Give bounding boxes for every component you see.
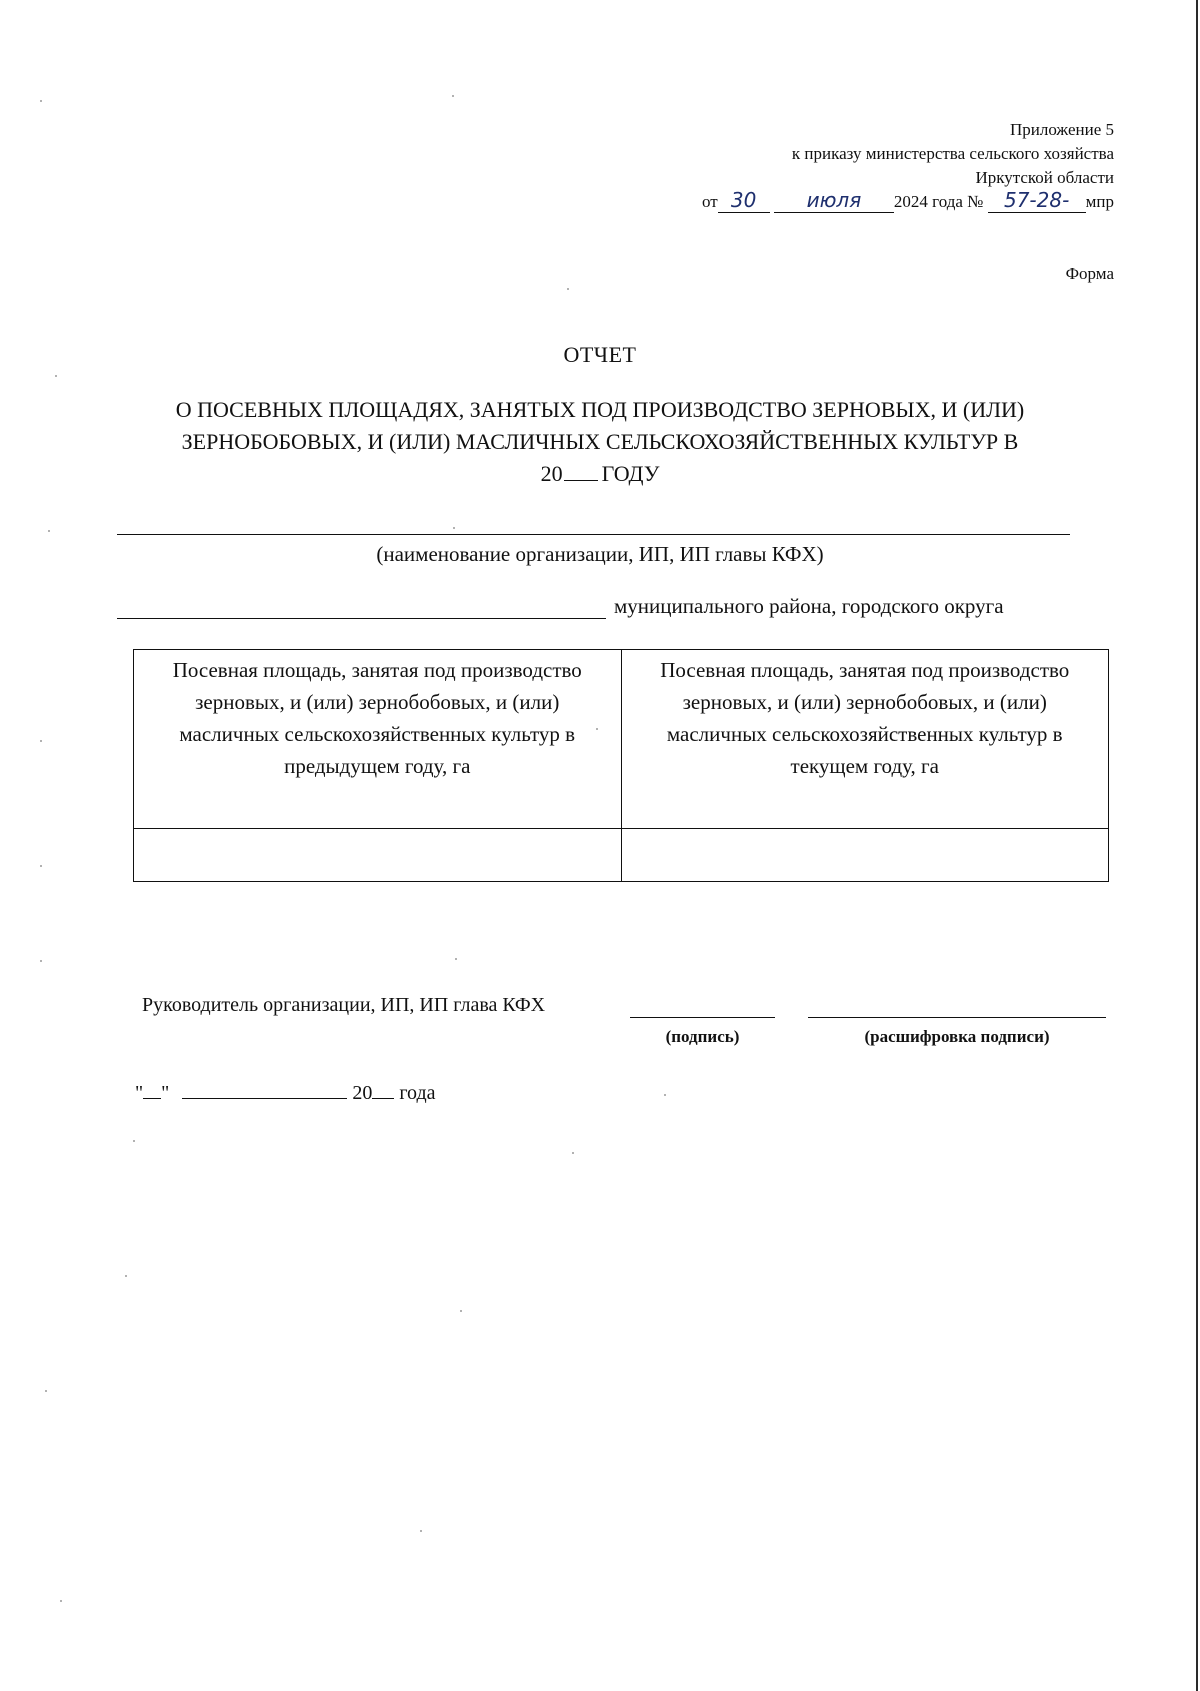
order-day-field — [718, 190, 770, 213]
order-date-prefix: от — [701, 192, 718, 211]
organization-name-caption: (наименование организации, ИП, ИП главы КФХ) — [376, 542, 824, 566]
signature-field[interactable] — [630, 1017, 775, 1018]
cell-previous-year-value[interactable] — [134, 829, 622, 882]
date-quote-close: " — [161, 1082, 170, 1104]
appendix-order-reference: к приказу министерства сельского хозяйства — [791, 144, 1114, 163]
header-current-year: Посевная площадь, занятая под производство зерновых, и (или) зернобобовых, и (или) масличных сельскохозяйственных культур в текущем году, га — [621, 650, 1109, 829]
district-row — [117, 592, 1070, 622]
organization-name-field[interactable] — [117, 534, 1070, 535]
date-year-word: года — [399, 1082, 436, 1104]
report-subtitle-line-2: ЗЕРНОБОБОВЫХ, И (ИЛИ) МАСЛИЧНЫХ СЕЛЬСКОХОЗЯЙСТВЕННЫХ КУЛЬТУР В — [181, 429, 1019, 454]
date-quote-open: " — [135, 1082, 144, 1104]
signature-decode-field[interactable] — [808, 1017, 1106, 1018]
signature-decode-caption: (расшифровка подписи) — [864, 1027, 1050, 1046]
appendix-order-date — [702, 190, 1114, 214]
order-number-handwritten: 57-28- — [1003, 188, 1070, 212]
order-year-text: 2024 года № — [893, 192, 984, 211]
signer-label: Руководитель организации, ИП, ИП глава КФХ — [142, 994, 546, 1016]
report-subtitle — [110, 394, 1090, 490]
order-month-field — [774, 190, 894, 213]
appendix-number: Приложение 5 — [1010, 120, 1114, 139]
cell-current-year-value[interactable] — [621, 829, 1109, 882]
district-caption: муниципального района, городского округа — [614, 594, 1004, 618]
report-year-prefix: 20 — [540, 461, 563, 486]
district-name-field[interactable] — [117, 618, 606, 619]
date-century: 20 — [352, 1082, 373, 1104]
appendix-region: Иркутской области — [975, 168, 1114, 187]
date-line — [135, 1078, 436, 1105]
header-previous-year: Посевная площадь, занятая под производство зерновых, и (или) зернобобовых, и (или) масличных сельскохозяйственных культур в предыдущем году, га — [134, 650, 622, 829]
appendix-header — [702, 118, 1114, 214]
report-year-blank[interactable] — [564, 460, 598, 481]
date-month-field[interactable] — [182, 1078, 347, 1099]
scan-page-edge — [1196, 0, 1198, 1691]
form-label: Форма — [1065, 264, 1114, 283]
order-day-handwritten: 30 — [730, 188, 757, 212]
report-year-line — [110, 458, 1090, 490]
date-year-field[interactable] — [372, 1078, 394, 1099]
order-number-suffix: мпр — [1085, 192, 1114, 211]
date-day-field[interactable] — [143, 1078, 161, 1099]
report-year-suffix: ГОДУ — [601, 461, 660, 486]
report-subtitle-line-1: О ПОСЕВНЫХ ПЛОЩАДЯХ, ЗАНЯТЫХ ПОД ПРОИЗВОДСТВО ЗЕРНОВЫХ, И (ИЛИ) — [175, 397, 1025, 422]
order-month-handwritten: июля — [806, 188, 862, 212]
signature-caption: (подпись) — [665, 1027, 740, 1046]
table-header-row — [134, 650, 1109, 829]
order-number-field — [988, 190, 1086, 213]
sown-area-table — [133, 649, 1109, 882]
report-title: ОТЧЕТ — [563, 342, 637, 367]
table-row — [134, 829, 1109, 882]
